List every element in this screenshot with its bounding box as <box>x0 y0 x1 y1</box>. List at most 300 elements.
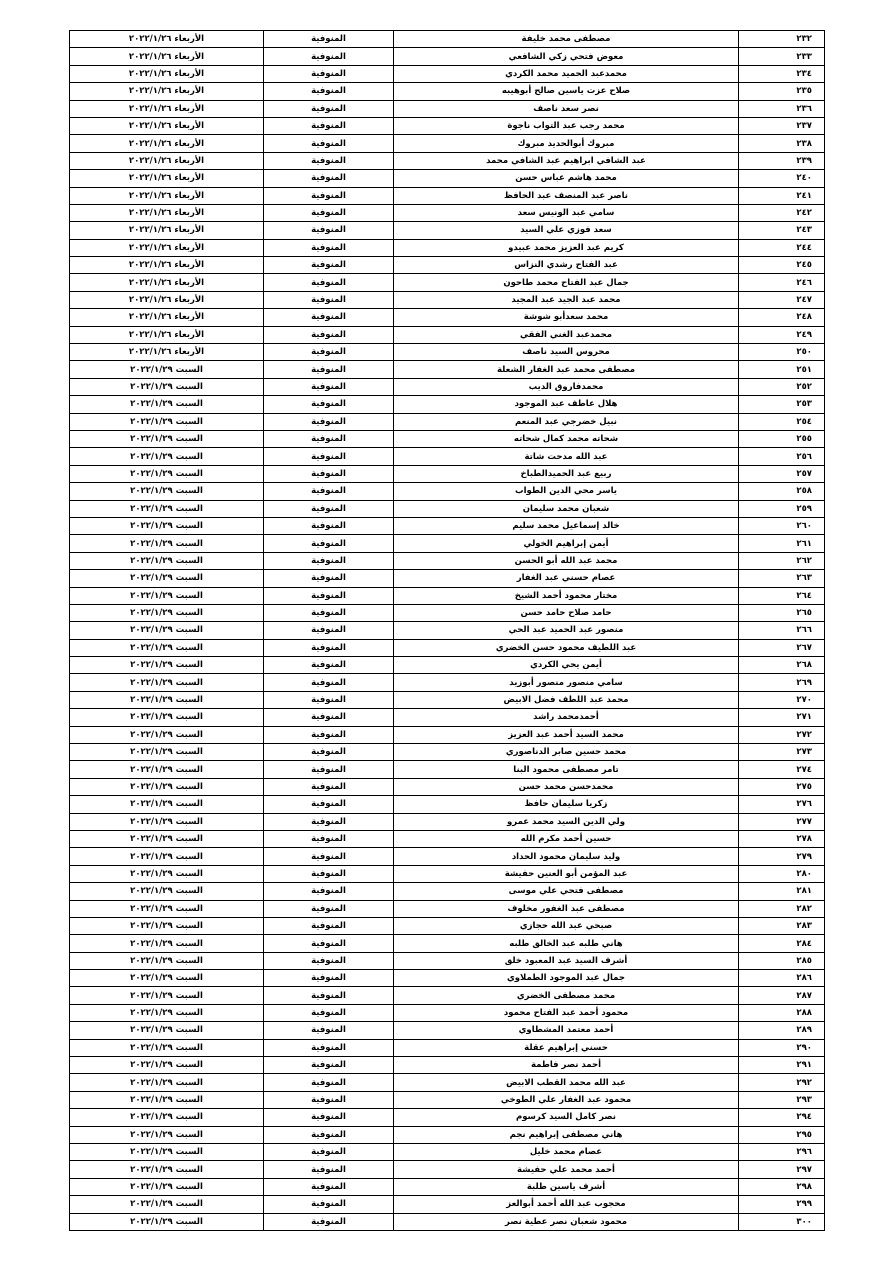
governorate-cell: المنوفية <box>264 31 394 48</box>
governorate-cell: المنوفية <box>264 430 394 447</box>
date-cell: السبت ٢٠٢٢/١/٢٩ <box>70 848 264 865</box>
row-number-cell: ٢٦٤ <box>739 587 825 604</box>
governorate-cell: المنوفية <box>264 900 394 917</box>
table-row <box>70 552 825 569</box>
table-row <box>70 900 825 917</box>
table-row <box>70 535 825 552</box>
name-cell: مبروك أبوالحديد مبروك <box>394 135 739 152</box>
governorate-cell: المنوفية <box>264 726 394 743</box>
row-number-cell: ٢٩٨ <box>739 1178 825 1195</box>
row-number-cell: ٢٧٩ <box>739 848 825 865</box>
attendance-table <box>69 30 825 1231</box>
governorate-cell: المنوفية <box>264 48 394 65</box>
table-row <box>70 674 825 691</box>
table-row <box>70 604 825 621</box>
name-cell: معوض فتحي زكي الشافعي <box>394 48 739 65</box>
governorate-cell: المنوفية <box>264 622 394 639</box>
governorate-cell: المنوفية <box>264 1074 394 1091</box>
table-row <box>70 952 825 969</box>
date-cell: السبت ٢٠٢٢/١/٢٩ <box>70 413 264 430</box>
row-number-cell: ٢٣٤ <box>739 65 825 82</box>
governorate-cell: المنوفية <box>264 865 394 882</box>
governorate-cell: المنوفية <box>264 1126 394 1143</box>
name-cell: حامد صلاح حامد حسن <box>394 604 739 621</box>
table-row <box>70 1126 825 1143</box>
date-cell: الأربعاء ٢٠٢٢/١/٢٦ <box>70 83 264 100</box>
date-cell: الأربعاء ٢٠٢٢/١/٢٦ <box>70 187 264 204</box>
governorate-cell: المنوفية <box>264 1004 394 1021</box>
row-number-cell: ٢٨١ <box>739 883 825 900</box>
governorate-cell: المنوفية <box>264 152 394 169</box>
row-number-cell: ٢٤١ <box>739 187 825 204</box>
name-cell: شعبان محمد سليمان <box>394 500 739 517</box>
governorate-cell: المنوفية <box>264 257 394 274</box>
date-cell: السبت ٢٠٢٢/١/٢٩ <box>70 761 264 778</box>
governorate-cell: المنوفية <box>264 65 394 82</box>
row-number-cell: ٢٣٨ <box>739 135 825 152</box>
row-number-cell: ٢٥٦ <box>739 448 825 465</box>
table-body <box>70 31 825 1231</box>
name-cell: سامي عبد الونيس سعد <box>394 204 739 221</box>
governorate-cell: المنوفية <box>264 883 394 900</box>
name-cell: محمدحسن محمد حسن <box>394 778 739 795</box>
date-cell: السبت ٢٠٢٢/١/٢٩ <box>70 657 264 674</box>
governorate-cell: المنوفية <box>264 744 394 761</box>
governorate-cell: المنوفية <box>264 170 394 187</box>
date-cell: الأربعاء ٢٠٢٢/١/٢٦ <box>70 135 264 152</box>
governorate-cell: المنوفية <box>264 239 394 256</box>
date-cell: السبت ٢٠٢٢/١/٢٩ <box>70 709 264 726</box>
date-cell: السبت ٢٠٢٢/١/٢٩ <box>70 778 264 795</box>
date-cell: السبت ٢٠٢٢/١/٢٩ <box>70 500 264 517</box>
table-row <box>70 865 825 882</box>
table-row <box>70 1057 825 1074</box>
date-cell: السبت ٢٠٢٢/١/٢٩ <box>70 1039 264 1056</box>
name-cell: جمال عبد الموجود الطملاوي <box>394 970 739 987</box>
date-cell: السبت ٢٠٢٢/١/٢٩ <box>70 430 264 447</box>
governorate-cell: المنوفية <box>264 448 394 465</box>
governorate-cell: المنوفية <box>264 413 394 430</box>
date-cell: السبت ٢٠٢٢/١/٢٩ <box>70 970 264 987</box>
name-cell: محمد سعدأبو شوشة <box>394 309 739 326</box>
date-cell: الأربعاء ٢٠٢٢/١/٢٦ <box>70 48 264 65</box>
name-cell: جمال عبد الفتاح محمد طاحون <box>394 274 739 291</box>
table-row <box>70 1022 825 1039</box>
table-row <box>70 100 825 117</box>
governorate-cell: المنوفية <box>264 291 394 308</box>
row-number-cell: ٢٣٧ <box>739 117 825 134</box>
table-row <box>70 1004 825 1021</box>
date-cell: الأربعاء ٢٠٢٢/١/٢٦ <box>70 204 264 221</box>
governorate-cell: المنوفية <box>264 361 394 378</box>
row-number-cell: ٢٣٣ <box>739 48 825 65</box>
governorate-cell: المنوفية <box>264 1161 394 1178</box>
row-number-cell: ٣٠٠ <box>739 1213 825 1230</box>
table-row <box>70 657 825 674</box>
table-row <box>70 117 825 134</box>
row-number-cell: ٢٦٠ <box>739 517 825 534</box>
date-cell: السبت ٢٠٢٢/١/٢٩ <box>70 361 264 378</box>
row-number-cell: ٢٨٥ <box>739 952 825 969</box>
date-cell: السبت ٢٠٢٢/١/٢٩ <box>70 952 264 969</box>
name-cell: محجوب عبد الله أحمد أبوالعز <box>394 1196 739 1213</box>
name-cell: مصطفى عبد الغفور مخلوف <box>394 900 739 917</box>
governorate-cell: المنوفية <box>264 970 394 987</box>
governorate-cell: المنوفية <box>264 483 394 500</box>
date-cell: السبت ٢٠٢٢/١/٢٩ <box>70 796 264 813</box>
name-cell: سعد فوزي علي السيد <box>394 222 739 239</box>
row-number-cell: ٢٧٣ <box>739 744 825 761</box>
date-cell: السبت ٢٠٢٢/١/٢٩ <box>70 622 264 639</box>
date-cell: السبت ٢٠٢٢/١/٢٩ <box>70 1004 264 1021</box>
name-cell: محمدفاروق الديب <box>394 378 739 395</box>
name-cell: أشرف السيد عبد المعبود خلق <box>394 952 739 969</box>
date-cell: الأربعاء ٢٠٢٢/١/٢٦ <box>70 152 264 169</box>
name-cell: مصطفى فتحي علي موسى <box>394 883 739 900</box>
date-cell: السبت ٢٠٢٢/١/٢٩ <box>70 1091 264 1108</box>
name-cell: نبيل خضرجي عبد المنعم <box>394 413 739 430</box>
table-row <box>70 1161 825 1178</box>
row-number-cell: ٢٨٢ <box>739 900 825 917</box>
table-row <box>70 1074 825 1091</box>
name-cell: محمد رجب عبد التواب ناجوة <box>394 117 739 134</box>
date-cell: السبت ٢٠٢٢/١/٢٩ <box>70 552 264 569</box>
governorate-cell: المنوفية <box>264 465 394 482</box>
governorate-cell: المنوفية <box>264 309 394 326</box>
row-number-cell: ٢٩٧ <box>739 1161 825 1178</box>
name-cell: هلال عاطف عبد الموجود <box>394 396 739 413</box>
table-row <box>70 1196 825 1213</box>
name-cell: محمد السيد أحمد عبد العزيز <box>394 726 739 743</box>
name-cell: عصام حسني عبد الغفار <box>394 570 739 587</box>
name-cell: محروس السيد ناصف <box>394 344 739 361</box>
row-number-cell: ٢٣٦ <box>739 100 825 117</box>
governorate-cell: المنوفية <box>264 604 394 621</box>
date-cell: الأربعاء ٢٠٢٢/١/٢٦ <box>70 65 264 82</box>
row-number-cell: ٢٨٦ <box>739 970 825 987</box>
row-number-cell: ٢٥٧ <box>739 465 825 482</box>
governorate-cell: المنوفية <box>264 1196 394 1213</box>
name-cell: أحمد نصر فاطمة <box>394 1057 739 1074</box>
table-row <box>70 935 825 952</box>
name-cell: عبد الله محمد القطب الابيض <box>394 1074 739 1091</box>
name-cell: نصر سعد ناصف <box>394 100 739 117</box>
date-cell: السبت ٢٠٢٢/١/٢٩ <box>70 744 264 761</box>
governorate-cell: المنوفية <box>264 848 394 865</box>
name-cell: محمود شعبان نصر عطية نصر <box>394 1213 739 1230</box>
name-cell: أحمد معتمد المشطاوي <box>394 1022 739 1039</box>
governorate-cell: المنوفية <box>264 1178 394 1195</box>
table-row <box>70 1091 825 1108</box>
table-row <box>70 761 825 778</box>
governorate-cell: المنوفية <box>264 187 394 204</box>
date-cell: السبت ٢٠٢٢/١/٢٩ <box>70 1109 264 1126</box>
date-cell: السبت ٢٠٢٢/١/٢٩ <box>70 448 264 465</box>
date-cell: السبت ٢٠٢٢/١/٢٩ <box>70 639 264 656</box>
date-cell: السبت ٢٠٢٢/١/٢٩ <box>70 1213 264 1230</box>
date-cell: الأربعاء ٢٠٢٢/١/٢٦ <box>70 274 264 291</box>
table-row <box>70 987 825 1004</box>
table-row <box>70 448 825 465</box>
row-number-cell: ٢٥١ <box>739 361 825 378</box>
governorate-cell: المنوفية <box>264 1091 394 1108</box>
table-row <box>70 274 825 291</box>
date-cell: الأربعاء ٢٠٢٢/١/٢٦ <box>70 222 264 239</box>
governorate-cell: المنوفية <box>264 952 394 969</box>
table-row <box>70 239 825 256</box>
table-row <box>70 65 825 82</box>
name-cell: خالد إسماعيل محمد سليم <box>394 517 739 534</box>
name-cell: أيمن إبراهيم الخولي <box>394 535 739 552</box>
name-cell: ولي الدين السيد محمد عمرو <box>394 813 739 830</box>
governorate-cell: المنوفية <box>264 83 394 100</box>
governorate-cell: المنوفية <box>264 378 394 395</box>
date-cell: السبت ٢٠٢٢/١/٢٩ <box>70 1022 264 1039</box>
row-number-cell: ٢٧٨ <box>739 830 825 847</box>
date-cell: السبت ٢٠٢٢/١/٢٩ <box>70 378 264 395</box>
table-row <box>70 744 825 761</box>
table-row <box>70 378 825 395</box>
governorate-cell: المنوفية <box>264 674 394 691</box>
row-number-cell: ٢٥٣ <box>739 396 825 413</box>
name-cell: ربيع عبد الحميدالطباخ <box>394 465 739 482</box>
table-row <box>70 726 825 743</box>
table-row <box>70 222 825 239</box>
table-row <box>70 326 825 343</box>
date-cell: الأربعاء ٢٠٢٢/١/٢٦ <box>70 309 264 326</box>
governorate-cell: المنوفية <box>264 830 394 847</box>
row-number-cell: ٢٧٦ <box>739 796 825 813</box>
row-number-cell: ٢٩٦ <box>739 1144 825 1161</box>
row-number-cell: ٢٦٢ <box>739 552 825 569</box>
row-number-cell: ٢٣٩ <box>739 152 825 169</box>
name-cell: محمدعبد الحميد محمد الكردي <box>394 65 739 82</box>
date-cell: السبت ٢٠٢٢/١/٢٩ <box>70 865 264 882</box>
name-cell: صبحي عبد الله حجازي <box>394 917 739 934</box>
table-row <box>70 517 825 534</box>
name-cell: حسين أحمد مكرم الله <box>394 830 739 847</box>
governorate-cell: المنوفية <box>264 935 394 952</box>
table-row <box>70 500 825 517</box>
table-row <box>70 691 825 708</box>
governorate-cell: المنوفية <box>264 691 394 708</box>
table-row <box>70 344 825 361</box>
governorate-cell: المنوفية <box>264 1144 394 1161</box>
table-row <box>70 917 825 934</box>
governorate-cell: المنوفية <box>264 987 394 1004</box>
governorate-cell: المنوفية <box>264 552 394 569</box>
name-cell: ياسر محي الدين الطواب <box>394 483 739 500</box>
row-number-cell: ٢٤٣ <box>739 222 825 239</box>
row-number-cell: ٢٧٠ <box>739 691 825 708</box>
row-number-cell: ٢٤٩ <box>739 326 825 343</box>
name-cell: كريم عبد العزيز محمد عبيدو <box>394 239 739 256</box>
date-cell: السبت ٢٠٢٢/١/٢٩ <box>70 674 264 691</box>
date-cell: الأربعاء ٢٠٢٢/١/٢٦ <box>70 170 264 187</box>
row-number-cell: ٢٤٢ <box>739 204 825 221</box>
date-cell: السبت ٢٠٢٢/١/٢٩ <box>70 830 264 847</box>
governorate-cell: المنوفية <box>264 117 394 134</box>
date-cell: السبت ٢٠٢٢/١/٢٩ <box>70 726 264 743</box>
row-number-cell: ٢٦٥ <box>739 604 825 621</box>
name-cell: أيمن يحي الكردي <box>394 657 739 674</box>
date-cell: السبت ٢٠٢٢/١/٢٩ <box>70 1178 264 1195</box>
table-row <box>70 170 825 187</box>
row-number-cell: ٢٩١ <box>739 1057 825 1074</box>
row-number-cell: ٢٦٨ <box>739 657 825 674</box>
governorate-cell: المنوفية <box>264 326 394 343</box>
table-row <box>70 1039 825 1056</box>
table-row <box>70 883 825 900</box>
row-number-cell: ٢٤٥ <box>739 257 825 274</box>
table-row <box>70 970 825 987</box>
table-row <box>70 483 825 500</box>
governorate-cell: المنوفية <box>264 535 394 552</box>
governorate-cell: المنوفية <box>264 135 394 152</box>
row-number-cell: ٢٨٩ <box>739 1022 825 1039</box>
row-number-cell: ٢٧٢ <box>739 726 825 743</box>
table-row <box>70 1109 825 1126</box>
table-row <box>70 570 825 587</box>
row-number-cell: ٢٥٤ <box>739 413 825 430</box>
date-cell: السبت ٢٠٢٢/١/٢٩ <box>70 935 264 952</box>
row-number-cell: ٢٥٢ <box>739 378 825 395</box>
name-cell: هاني مصطفى إبراهيم نجم <box>394 1126 739 1143</box>
name-cell: زكريا سليمان حافظ <box>394 796 739 813</box>
row-number-cell: ٢٧٤ <box>739 761 825 778</box>
governorate-cell: المنوفية <box>264 517 394 534</box>
row-number-cell: ٢٦٧ <box>739 639 825 656</box>
row-number-cell: ٢٥٥ <box>739 430 825 447</box>
row-number-cell: ٢٥٠ <box>739 344 825 361</box>
name-cell: محمد مصطفى الخضري <box>394 987 739 1004</box>
date-cell: السبت ٢٠٢٢/١/٢٩ <box>70 604 264 621</box>
date-cell: الأربعاء ٢٠٢٢/١/٢٦ <box>70 344 264 361</box>
name-cell: سامي منصور منصور أبوزيد <box>394 674 739 691</box>
date-cell: السبت ٢٠٢٢/١/٢٩ <box>70 1126 264 1143</box>
governorate-cell: المنوفية <box>264 639 394 656</box>
row-number-cell: ٢٤٠ <box>739 170 825 187</box>
date-cell: السبت ٢٠٢٢/١/٢٩ <box>70 483 264 500</box>
governorate-cell: المنوفية <box>264 657 394 674</box>
table-row <box>70 1213 825 1230</box>
name-cell: أشرف ياسين طلبة <box>394 1178 739 1195</box>
row-number-cell: ٢٩٣ <box>739 1091 825 1108</box>
name-cell: عبد المؤمن أبو العنين حفيشة <box>394 865 739 882</box>
name-cell: محمدعبد الغني الفقي <box>394 326 739 343</box>
table-row <box>70 152 825 169</box>
date-cell: السبت ٢٠٢٢/١/٢٩ <box>70 465 264 482</box>
governorate-cell: المنوفية <box>264 1109 394 1126</box>
date-cell: السبت ٢٠٢٢/١/٢٩ <box>70 1057 264 1074</box>
date-cell: السبت ٢٠٢٢/١/٢٩ <box>70 587 264 604</box>
row-number-cell: ٢٧٧ <box>739 813 825 830</box>
governorate-cell: المنوفية <box>264 778 394 795</box>
date-cell: الأربعاء ٢٠٢٢/١/٢٦ <box>70 239 264 256</box>
name-cell: محمد حسين صابر الدناصوري <box>394 744 739 761</box>
row-number-cell: ٢٣٥ <box>739 83 825 100</box>
name-cell: حسني إبراهيم عقلة <box>394 1039 739 1056</box>
row-number-cell: ٢٨٠ <box>739 865 825 882</box>
name-cell: عبد اللطيف محمود حسن الخضري <box>394 639 739 656</box>
name-cell: مختار محمود أحمد الشيخ <box>394 587 739 604</box>
date-cell: السبت ٢٠٢٢/١/٢٩ <box>70 517 264 534</box>
date-cell: السبت ٢٠٢٢/١/٢٩ <box>70 570 264 587</box>
table-row <box>70 48 825 65</box>
row-number-cell: ٢٩٥ <box>739 1126 825 1143</box>
row-number-cell: ٢٣٢ <box>739 31 825 48</box>
table-row <box>70 622 825 639</box>
governorate-cell: المنوفية <box>264 100 394 117</box>
name-cell: محمد عبد الجيد عبد المجيد <box>394 291 739 308</box>
governorate-cell: المنوفية <box>264 570 394 587</box>
table-row <box>70 1144 825 1161</box>
table-row <box>70 413 825 430</box>
name-cell: شحاته محمد كمال شحاته <box>394 430 739 447</box>
name-cell: نصر كامل السيد كرسوم <box>394 1109 739 1126</box>
date-cell: السبت ٢٠٢٢/١/٢٩ <box>70 396 264 413</box>
name-cell: محمد عبد الله أبو الحسن <box>394 552 739 569</box>
row-number-cell: ٢٥٨ <box>739 483 825 500</box>
date-cell: الأربعاء ٢٠٢٢/١/٢٦ <box>70 117 264 134</box>
governorate-cell: المنوفية <box>264 1057 394 1074</box>
row-number-cell: ٢٤٤ <box>739 239 825 256</box>
row-number-cell: ٢٦٦ <box>739 622 825 639</box>
name-cell: أحمد محمد علي حفيشة <box>394 1161 739 1178</box>
governorate-cell: المنوفية <box>264 813 394 830</box>
row-number-cell: ٢٤٦ <box>739 274 825 291</box>
date-cell: السبت ٢٠٢٢/١/٢٩ <box>70 535 264 552</box>
governorate-cell: المنوفية <box>264 709 394 726</box>
table-row <box>70 204 825 221</box>
date-cell: الأربعاء ٢٠٢٢/١/٢٦ <box>70 326 264 343</box>
governorate-cell: المنوفية <box>264 1022 394 1039</box>
governorate-cell: المنوفية <box>264 917 394 934</box>
governorate-cell: المنوفية <box>264 396 394 413</box>
date-cell: السبت ٢٠٢٢/١/٢٩ <box>70 1074 264 1091</box>
document-page <box>69 30 824 1231</box>
table-row <box>70 465 825 482</box>
governorate-cell: المنوفية <box>264 761 394 778</box>
name-cell: عصام محمد خليل <box>394 1144 739 1161</box>
date-cell: السبت ٢٠٢٢/١/٢٩ <box>70 1196 264 1213</box>
table-row <box>70 396 825 413</box>
date-cell: السبت ٢٠٢٢/١/٢٩ <box>70 917 264 934</box>
name-cell: منصور عبد الحميد عبد الحي <box>394 622 739 639</box>
date-cell: السبت ٢٠٢٢/١/٢٩ <box>70 1144 264 1161</box>
name-cell: هاني طلبه عبد الخالق طلبه <box>394 935 739 952</box>
table-row <box>70 709 825 726</box>
governorate-cell: المنوفية <box>264 274 394 291</box>
name-cell: محمود أحمد عبد الفتاح محمود <box>394 1004 739 1021</box>
table-row <box>70 187 825 204</box>
date-cell: السبت ٢٠٢٢/١/٢٩ <box>70 691 264 708</box>
name-cell: عبد الفتاح رشدي النزاس <box>394 257 739 274</box>
row-number-cell: ٢٧٥ <box>739 778 825 795</box>
table-row <box>70 257 825 274</box>
row-number-cell: ٢٤٨ <box>739 309 825 326</box>
name-cell: مصطفى محمد خليفة <box>394 31 739 48</box>
table-row <box>70 31 825 48</box>
table-row <box>70 639 825 656</box>
date-cell: الأربعاء ٢٠٢٢/١/٢٦ <box>70 31 264 48</box>
table-row <box>70 778 825 795</box>
name-cell: عبد الشافي ابراهيم عبد الشافي محمد <box>394 152 739 169</box>
row-number-cell: ٢٩٢ <box>739 1074 825 1091</box>
row-number-cell: ٢٨٧ <box>739 987 825 1004</box>
date-cell: الأربعاء ٢٠٢٢/١/٢٦ <box>70 257 264 274</box>
name-cell: أحمدمحمد راشد <box>394 709 739 726</box>
